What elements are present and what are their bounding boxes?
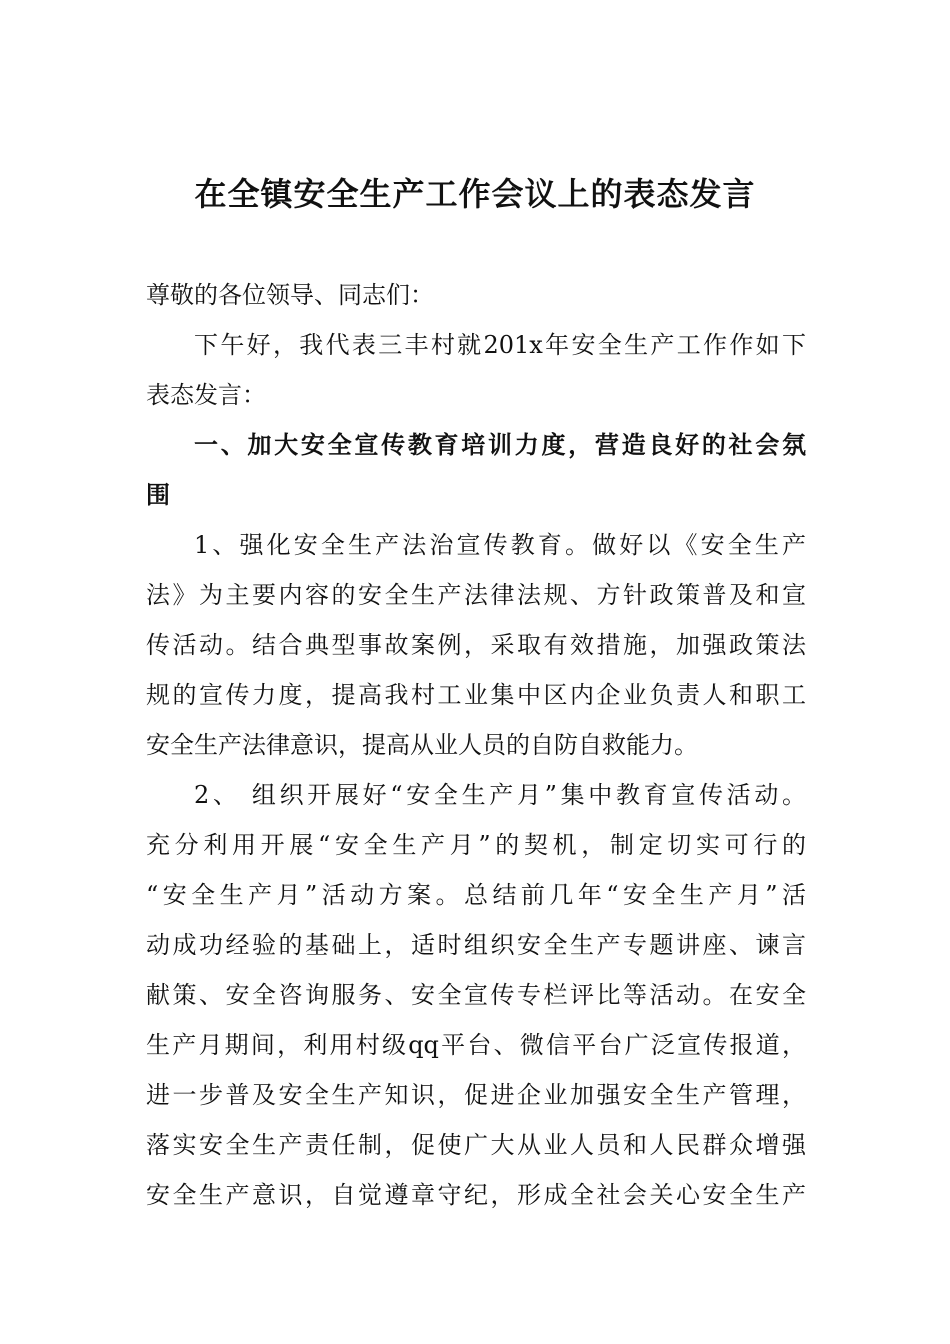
section-heading-line: 一、加大安全宣传教育培训力度，营造良好的社会氛 bbox=[194, 431, 806, 459]
paragraph-line: 规的宣传力度，提高我村工业集中区内企业负责人和职工 bbox=[146, 681, 806, 709]
paragraph-line: “安全生产月”活动方案。总结前几年“安全生产月”活 bbox=[146, 881, 806, 909]
paragraph-line: 法》为主要内容的安全生产法律法规、方针政策普及和宣 bbox=[146, 581, 806, 609]
section-heading-line: 围 bbox=[146, 481, 170, 509]
paragraph-line: 进一步普及安全生产知识，促进企业加强安全生产管理， bbox=[146, 1081, 806, 1109]
paragraph-line: 生产月期间，利用村级qq平台、微信平台广泛宣传报道， bbox=[146, 1031, 806, 1059]
paragraph-line: 动成功经验的基础上，适时组织安全生产专题讲座、谏言 bbox=[146, 931, 806, 959]
paragraph-line: 表态发言： bbox=[146, 381, 266, 409]
paragraph-line: 传活动。结合典型事故案例，采取有效措施，加强政策法 bbox=[146, 631, 806, 659]
paragraph-line: 落实安全生产责任制，促使广大从业人员和人民群众增强 bbox=[146, 1131, 806, 1159]
paragraph-line: 尊敬的各位领导、同志们： bbox=[146, 281, 434, 309]
paragraph-line: 充分利用开展“安全生产月”的契机，制定切实可行的 bbox=[146, 831, 806, 859]
paragraph-line: 1、强化安全生产法治宣传教育。做好以《安全生产 bbox=[194, 531, 806, 559]
paragraph-line: 安全生产意识，自觉遵章守纪，形成全社会关心安全生产 bbox=[146, 1181, 806, 1209]
paragraph-line: 2、 组织开展好“安全生产月”集中教育宣传活动。 bbox=[194, 781, 806, 809]
paragraph-line: 下午好，我代表三丰村就201x年安全生产工作作如下 bbox=[194, 331, 806, 359]
paragraph-line: 献策、安全咨询服务、安全宣传专栏评比等活动。在安全 bbox=[146, 981, 806, 1009]
document-title: 在全镇安全生产工作会议上的表态发言 bbox=[194, 175, 756, 213]
document-body bbox=[146, 270, 806, 1220]
paragraph-line: 安全生产法律意识，提高从业人员的自防自救能力。 bbox=[146, 731, 698, 759]
